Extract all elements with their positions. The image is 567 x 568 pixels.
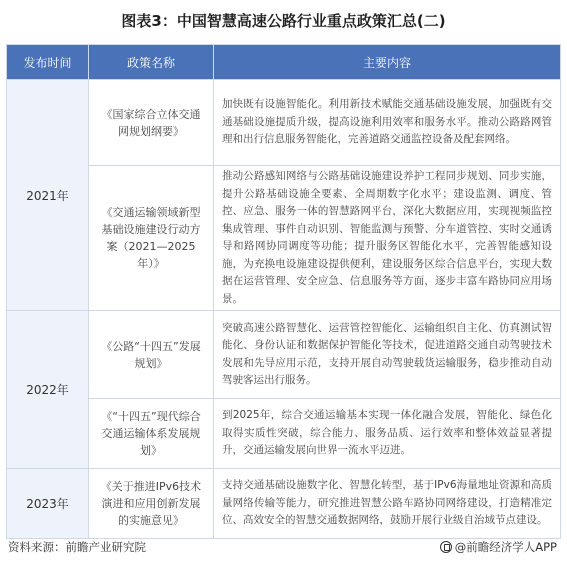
table-row	[7, 399, 561, 469]
brand-icon	[440, 541, 452, 553]
table-row	[7, 80, 561, 166]
policy-content-cell: 到2025年，综合交通运输基本实现一体化融合发展，智能化、绿色化取得实质性突破，综合能力、服务品质、运行效率和整体效益显著提升，交通运输发展向世界一流水平迈进。	[214, 399, 561, 469]
policy-name-cell: 《国家综合立体交通网规划纲要》	[89, 80, 214, 166]
brand-credit	[440, 539, 557, 555]
header-content: 主要内容	[214, 45, 561, 80]
header-policy: 政策名称	[89, 45, 214, 80]
header-time: 发布时间	[7, 45, 89, 80]
policy-content-cell: 加快既有设施智能化。利用新技术赋能交通基础设施发展，加强既有交通基础设施提质升级，提高设施利用效率和服务水平。推动公路路网管理和出行信息服务智能化，完善道路交通监控设备及配套网络。	[214, 80, 561, 166]
year-cell: 2021年	[7, 80, 89, 311]
policy-content-cell: 推动公路感知网络与公路基础设施建设养护工程同步规划、同步实施，提升公路基础设施全要素、全周期数字化水平；建设监测、调度、管控、应急、服务一体的智慧路网平台，深化大数据应用，实现视频监控集成管理、事件自动识别、智能监测与预警、分车道管控、实时交通诱导和路网协同调度等功能；提升服务区智能化水平，完善智能感知设施，为充换电设施建设提供便利，建设服务区综合信息平台，实现大数据在运营管理、安全应急、信息服务等方面，逐步丰富车路协同应用场景。	[214, 166, 561, 311]
policy-content-cell: 突破高速公路智慧化、运营管控智能化、运输组织自主化、仿真测试智能化、身份认证和数据保护智能化等技术，促进道路交通自动驾驶技术发展和先导应用示范，支持开展自动驾驶载货运输服务，稳步推动自动驾驶客运出行服务。	[214, 311, 561, 399]
policy-name-cell: 《关于推进IPv6技术演进和应用创新发展的实施意见》	[89, 469, 214, 539]
chart-title: 图表3：中国智慧高速公路行业重点政策汇总(二)	[121, 12, 446, 30]
table-header-row	[7, 45, 561, 80]
table-row	[7, 469, 561, 539]
policy-content-cell: 支持交通基础设施数字化、智慧化转型，基于IPv6海量地址资源和高质量网络传输等能力，研究推进智慧公路车路协同网络建设，打造精准定位、高效安全的智慧交通数据网络，鼓励开展行业级自治域节点建设。	[214, 469, 561, 539]
source-note: 资料来源：前瞻产业研究院	[8, 540, 146, 554]
policy-name-cell: 《交通运输领域新型基础设施建设行动方案（2021—2025年）》	[89, 166, 214, 311]
policy-name-cell: 《公路“十四五”发展规划》	[89, 311, 214, 399]
policy-name-cell: 《“十四五”现代综合交通运输体系发展规划》	[89, 399, 214, 469]
brand-label: @前瞻经济学人APP	[454, 540, 557, 554]
table-row	[7, 311, 561, 399]
year-cell: 2022年	[7, 311, 89, 469]
policy-table	[6, 44, 561, 539]
table-row	[7, 166, 561, 311]
year-cell: 2023年	[7, 469, 89, 539]
